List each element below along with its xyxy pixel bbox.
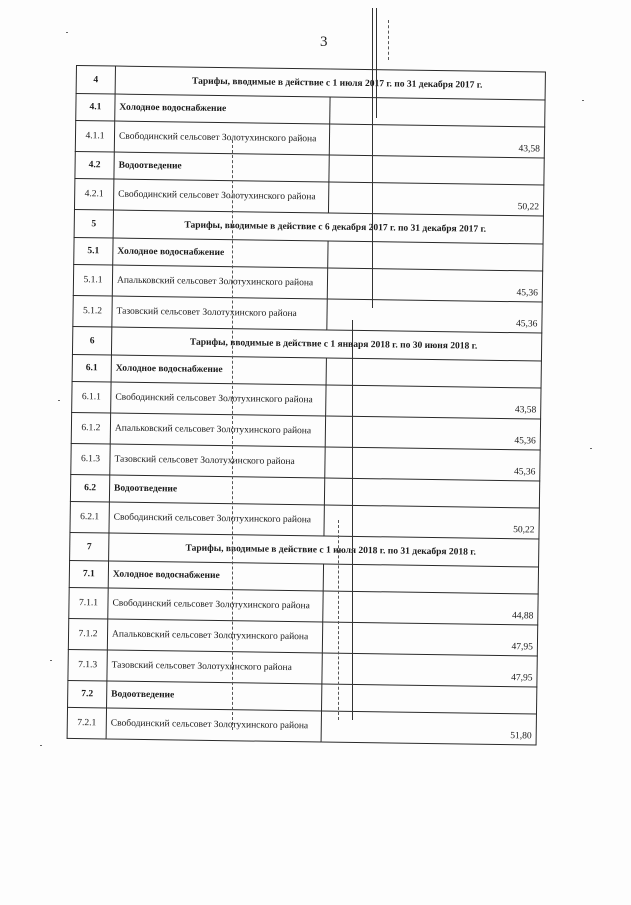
group-value-cell	[322, 684, 537, 714]
section-title: Тарифы, вводимые в действие с 6 декабря 2017 г. по 31 декабря 2017 г.	[113, 210, 543, 244]
row-name: Тазовский сельсовет Золотухинского района	[110, 444, 325, 478]
group-title: Холодное водоснабжение	[113, 238, 328, 268]
row-name: Тазовский сельсовет Золотухинского района	[107, 650, 322, 684]
row-tariff-value: 43,58	[326, 385, 541, 419]
group-number: 6.2	[70, 474, 109, 502]
group-value-cell	[330, 97, 545, 127]
section-number: 4	[76, 66, 115, 95]
row-number: 4.2.1	[74, 178, 113, 210]
scan-speck	[582, 100, 584, 101]
row-name: Свободинский сельсовет Золотухинского района	[109, 502, 324, 536]
row-number: 7.1.3	[68, 649, 107, 681]
group-value-cell	[323, 564, 538, 594]
group-number: 4.1	[76, 94, 115, 122]
group-number: 6.1	[72, 354, 111, 382]
row-number: 7.2.1	[67, 707, 106, 739]
group-title: Холодное водоснабжение	[111, 355, 326, 385]
group-number: 4.2	[75, 151, 114, 179]
scan-speck	[58, 400, 60, 401]
group-title: Водоотведение	[109, 475, 324, 505]
row-number: 6.1.1	[72, 381, 111, 413]
row-name: Свободинский сельсовет Золотухинского района	[113, 179, 328, 213]
scan-speck	[40, 745, 42, 746]
row-tariff-value: 47,95	[322, 622, 537, 656]
row-name: Свободинский сельсовет Золотухинского района	[111, 382, 326, 416]
row-name: Свободинский сельсовет Золотухинского района	[106, 708, 321, 742]
group-value-cell	[329, 155, 544, 185]
row-tariff-value: 50,22	[328, 182, 543, 216]
row-name: Свободинский сельсовет Золотухинского района	[114, 121, 329, 155]
group-title: Водоотведение	[114, 152, 329, 182]
row-number: 5.1.2	[73, 295, 112, 327]
scan-speck	[590, 448, 592, 449]
row-name: Апальковский сельсовет Золотухинского района	[110, 413, 325, 447]
row-tariff-value: 45,36	[325, 416, 540, 450]
table-row	[67, 707, 536, 745]
group-title: Холодное водоснабжение	[115, 94, 330, 124]
row-name: Апальковский сельсовет Золотухинского района	[112, 265, 327, 299]
group-value-cell	[328, 241, 543, 271]
scan-speck	[66, 32, 68, 33]
row-number: 5.1.1	[73, 264, 112, 296]
tariff-table-body	[67, 66, 545, 745]
row-tariff-value: 44,88	[323, 591, 538, 625]
section-number: 7	[70, 532, 109, 561]
row-tariff-value: 43,58	[329, 124, 544, 158]
row-name: Свободинский сельсовет Золотухинского района	[108, 588, 323, 622]
group-number: 5.1	[74, 237, 113, 265]
row-tariff-value: 45,36	[327, 268, 542, 302]
group-value-cell	[324, 478, 539, 508]
row-tariff-value: 47,95	[322, 653, 537, 687]
tariff-table	[67, 65, 546, 745]
row-tariff-value: 51,80	[321, 711, 536, 745]
row-name: Апальковский сельсовет Золотухинского района	[107, 619, 322, 653]
tariff-table-container	[67, 65, 546, 745]
section-number: 6	[72, 326, 111, 355]
group-title: Холодное водоснабжение	[108, 561, 323, 591]
row-number: 6.1.3	[71, 443, 110, 475]
page-number: 3	[320, 34, 328, 50]
group-title: Водоотведение	[107, 681, 322, 711]
row-number: 4.1.1	[75, 121, 114, 153]
scan-fold-line	[388, 20, 389, 60]
row-number: 6.2.1	[70, 501, 109, 533]
row-number: 6.1.2	[71, 412, 110, 444]
group-number: 7.1	[69, 560, 108, 588]
section-title: Тарифы, вводимые в действие с 1 июля 2017 г. по 31 декабря 2017 г.	[115, 66, 545, 100]
section-number: 5	[74, 209, 113, 238]
group-number: 7.2	[68, 680, 107, 708]
row-tariff-value: 45,36	[325, 447, 540, 481]
group-value-cell	[326, 358, 541, 388]
row-number: 7.1.2	[68, 618, 107, 650]
row-name: Тазовский сельсовет Золотухинского района	[112, 296, 327, 330]
row-number: 7.1.1	[69, 587, 108, 619]
section-title: Тарифы, вводимые в действие с 1 января 2018 г. по 30 июня 2018 г.	[111, 327, 541, 361]
row-tariff-value: 50,22	[324, 505, 539, 539]
scan-speck	[50, 660, 52, 661]
section-title: Тарифы, вводимые в действие с 1 июля 2018 г. по 31 декабря 2018 г.	[109, 533, 539, 567]
row-tariff-value: 45,36	[327, 299, 542, 333]
